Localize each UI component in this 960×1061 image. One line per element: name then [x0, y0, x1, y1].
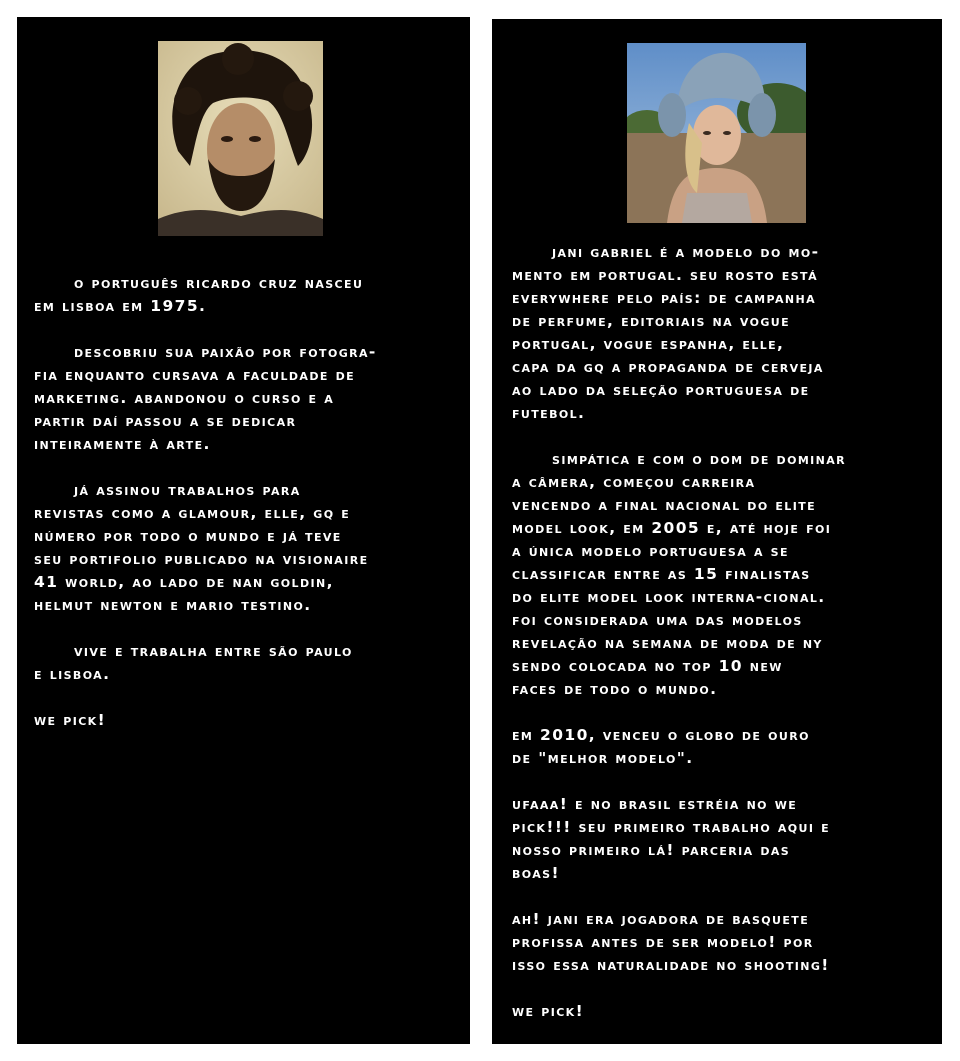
bio-paragraph: em 2010, venceu o globo de ouro de "melhor modelo". — [512, 726, 810, 767]
portrait-photo-ricardo — [158, 41, 323, 236]
bio-paragraph: ufaaa! e no brasil estréia no we pick!!! seu primeiro trabalho aqui e nosso primeiro lá! parceria das boas! — [512, 795, 831, 882]
right-bio-text — [512, 241, 927, 1046]
bio-paragraph: jani gabriel é a modelo do mo- mento em portugal. seu rosto está everywhere pelo país: de campanha de perfume, editoriais na vogue portugal, vogue espanha, elle, capa da gq a propaganda de cerveja ao lado da seleção portuguesa de futebol. — [512, 243, 824, 422]
portrait-woman-icon — [627, 43, 806, 223]
portrait-man-icon — [158, 41, 323, 236]
bio-paragraph: descobriu sua paixão por fotogra- fia enquanto cursava a faculdade de marketing. abandonou o curso e a partir daí passou a se dedicar inteiramente à arte. — [34, 343, 377, 453]
bio-paragraph: já assinou trabalhos para revistas como a glamour, elle, gq e número por todo o mundo e já teve seu portifolio publicado na visionaire 41 world, ao lado de nan goldin, helmut newton e mario testino. — [34, 481, 369, 614]
bio-paragraph: vive e trabalha entre são paulo e lisboa. — [34, 642, 353, 683]
portrait-photo-jani — [627, 43, 806, 223]
bio-paragraph: simpática e com o dom de dominar a câmera, começou carreira vencendo a final nacional do elite model look, em 2005 e, até hoje foi a única modelo portuguesa a se classificar entre as 15 finalistas do elite model look interna-cional. foi considerada uma das modelos revelação na semana de moda de ny sendo colocada no top 10 new faces de todo o mundo. — [512, 450, 847, 698]
bio-paragraph: ah! jani era jogadora de basquete profissa antes de ser modelo! por isso essa naturalidade no shooting! — [512, 910, 830, 974]
left-bio-text — [34, 272, 459, 755]
bio-paragraph: o português ricardo cruz nasceu em lisboa em 1975. — [34, 274, 364, 315]
we-pick-signoff: we pick! — [512, 1002, 585, 1020]
we-pick-signoff: we pick! — [34, 711, 107, 729]
left-bio-panel — [17, 17, 470, 1044]
right-bio-panel — [492, 19, 942, 1044]
